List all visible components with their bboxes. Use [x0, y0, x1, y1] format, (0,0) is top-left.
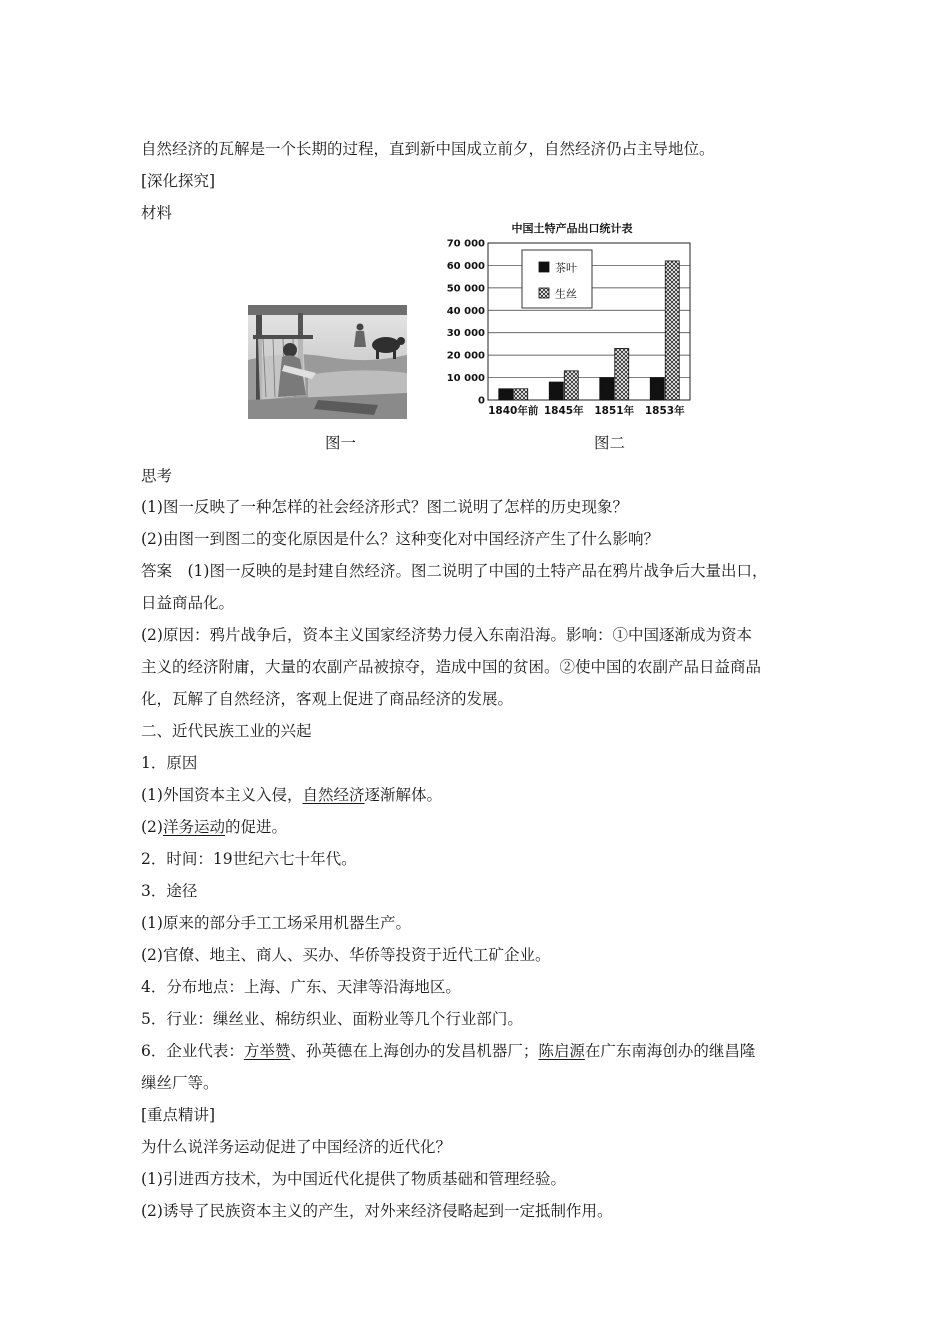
- y-axis-tick-labels: [447, 239, 485, 407]
- material-label: 材料: [141, 204, 173, 222]
- x-tick-label: 1840年前: [488, 405, 539, 417]
- bar-raw-silk: [665, 261, 679, 400]
- point-4-location: 4．分布地点：上海、广东、天津等沿海地区。: [141, 978, 461, 996]
- answer-2-line-3: 化，瓦解了自然经济，客观上促进了商品经济的发展。: [141, 690, 514, 708]
- legend-swatch: [539, 262, 549, 272]
- y-tick-label: 30 000: [446, 328, 485, 340]
- bar-raw-silk: [564, 371, 578, 400]
- point-6-continued: 缫丝厂等。: [141, 1074, 219, 1092]
- y-tick-label: 20 000: [446, 350, 485, 362]
- bar-raw-silk: [514, 389, 528, 400]
- x-axis-tick-labels: [488, 404, 685, 417]
- section-deep-exploration: [深化探究]: [141, 172, 216, 190]
- figure-two-chart: [440, 218, 705, 423]
- chart-legend: [522, 250, 592, 308]
- rep-text-e: 在广东南海创办的继昌隆: [584, 1042, 756, 1060]
- point-6-representatives: [141, 1041, 755, 1061]
- x-tick-label: 1851年: [594, 405, 635, 417]
- figure-one-illustration: [248, 305, 407, 419]
- x-tick-label: 1853年: [644, 405, 685, 417]
- section-heading-national-industry: 二、近代民族工业的兴起: [141, 722, 312, 740]
- answer-1-line-2: 日益商品化。: [141, 594, 235, 612]
- weaving-scene-image: [248, 305, 407, 419]
- y-tick-label: 60 000: [446, 260, 485, 272]
- point-5-industries: 5．行业：缫丝业、棉纺织业、面粉业等几个行业部门。: [141, 1010, 523, 1028]
- point-3-approach: 3．途径: [141, 882, 198, 900]
- question-2: (2)由图一到图二的变化原因是什么？这种变化对中国经济产生了什么影响？: [141, 530, 659, 548]
- y-tick-label: 40 000: [446, 305, 485, 317]
- bar-raw-silk: [615, 348, 629, 400]
- chart-title: 中国土特产品出口统计表: [511, 222, 633, 235]
- point-1-causes: 1．原因: [141, 754, 198, 772]
- cause-1-text-a: (1)外国资本主义入侵，: [141, 786, 303, 804]
- cause-2-text-c: 的促进。: [224, 818, 287, 836]
- key-answer-1: (1)引进西方技术，为中国近代化提供了物质基础和管理经验。: [141, 1170, 566, 1188]
- y-tick-label: 10 000: [446, 373, 485, 385]
- bar-tea: [650, 378, 664, 400]
- question-1: (1)图一反映了一种怎样的社会经济形式？图二说明了怎样的历史现象？: [141, 498, 628, 516]
- approach-1: (1)原来的部分手工工场采用机器生产。: [141, 914, 411, 932]
- legend-swatch: [539, 288, 549, 298]
- cause-1-text-c: 逐渐解体。: [364, 786, 442, 804]
- paragraph-natural-economy: 自然经济的瓦解是一个长期的过程，直到新中国成立前夕，自然经济仍占主导地位。: [141, 140, 715, 158]
- think-label: 思考: [141, 467, 173, 485]
- rep-text-a: 6．企业代表：: [141, 1042, 244, 1060]
- rep-text-c: 、孙英德在上海创办的发昌机器厂；: [290, 1042, 539, 1060]
- answer-1-line-1: 答案 (1)图一反映的是封建自然经济。图二说明了中国的土特产品在鸦片战争后大量出口，: [141, 562, 768, 580]
- cause-2: [141, 817, 287, 837]
- legend-label: 生丝: [555, 287, 577, 301]
- bar-tea: [549, 382, 563, 400]
- x-tick-label: 1845年: [543, 405, 584, 417]
- approach-2: (2)官僚、地主、商人、买办、华侨等投资于近代工矿企业。: [141, 946, 551, 964]
- key-question: 为什么说洋务运动促进了中国经济的近代化？: [141, 1138, 452, 1156]
- y-tick-label: 50 000: [446, 283, 485, 295]
- cause-1-underlined-term: 自然经济: [302, 786, 365, 804]
- cause-1: [141, 785, 442, 805]
- rep-underlined-name-1: 方举赞: [243, 1042, 291, 1060]
- cause-2-underlined-term: 洋务运动: [162, 818, 225, 836]
- cause-2-text-a: (2): [141, 818, 163, 836]
- point-2-time: 2．时间：19世纪六七十年代。: [141, 850, 357, 868]
- y-tick-label: 70 000: [446, 238, 485, 250]
- answer-2-line-2: 主义的经济附庸，大量的农副产品被掠夺，造成中国的贫困。②使中国的农副产品日益商品: [141, 658, 762, 676]
- section-key-explanation: [重点精讲]: [141, 1106, 216, 1124]
- figure-one-caption: 图一: [325, 434, 357, 452]
- key-answer-2: (2)诱导了民族资本主义的产生，对外来经济侵略起到一定抵制作用。: [141, 1202, 613, 1220]
- bar-tea: [499, 389, 513, 400]
- export-bar-chart: [440, 218, 705, 423]
- legend-label: 茶叶: [555, 261, 577, 275]
- y-tick-label: 0: [478, 395, 485, 407]
- answer-2-line-1: (2)原因：鸦片战争后，资本主义国家经济势力侵入东南沿海。影响：①中国逐渐成为资本: [141, 626, 752, 644]
- rep-underlined-name-2: 陈启源: [538, 1042, 585, 1060]
- bar-tea: [600, 378, 614, 400]
- figure-two-caption: 图二: [594, 434, 626, 452]
